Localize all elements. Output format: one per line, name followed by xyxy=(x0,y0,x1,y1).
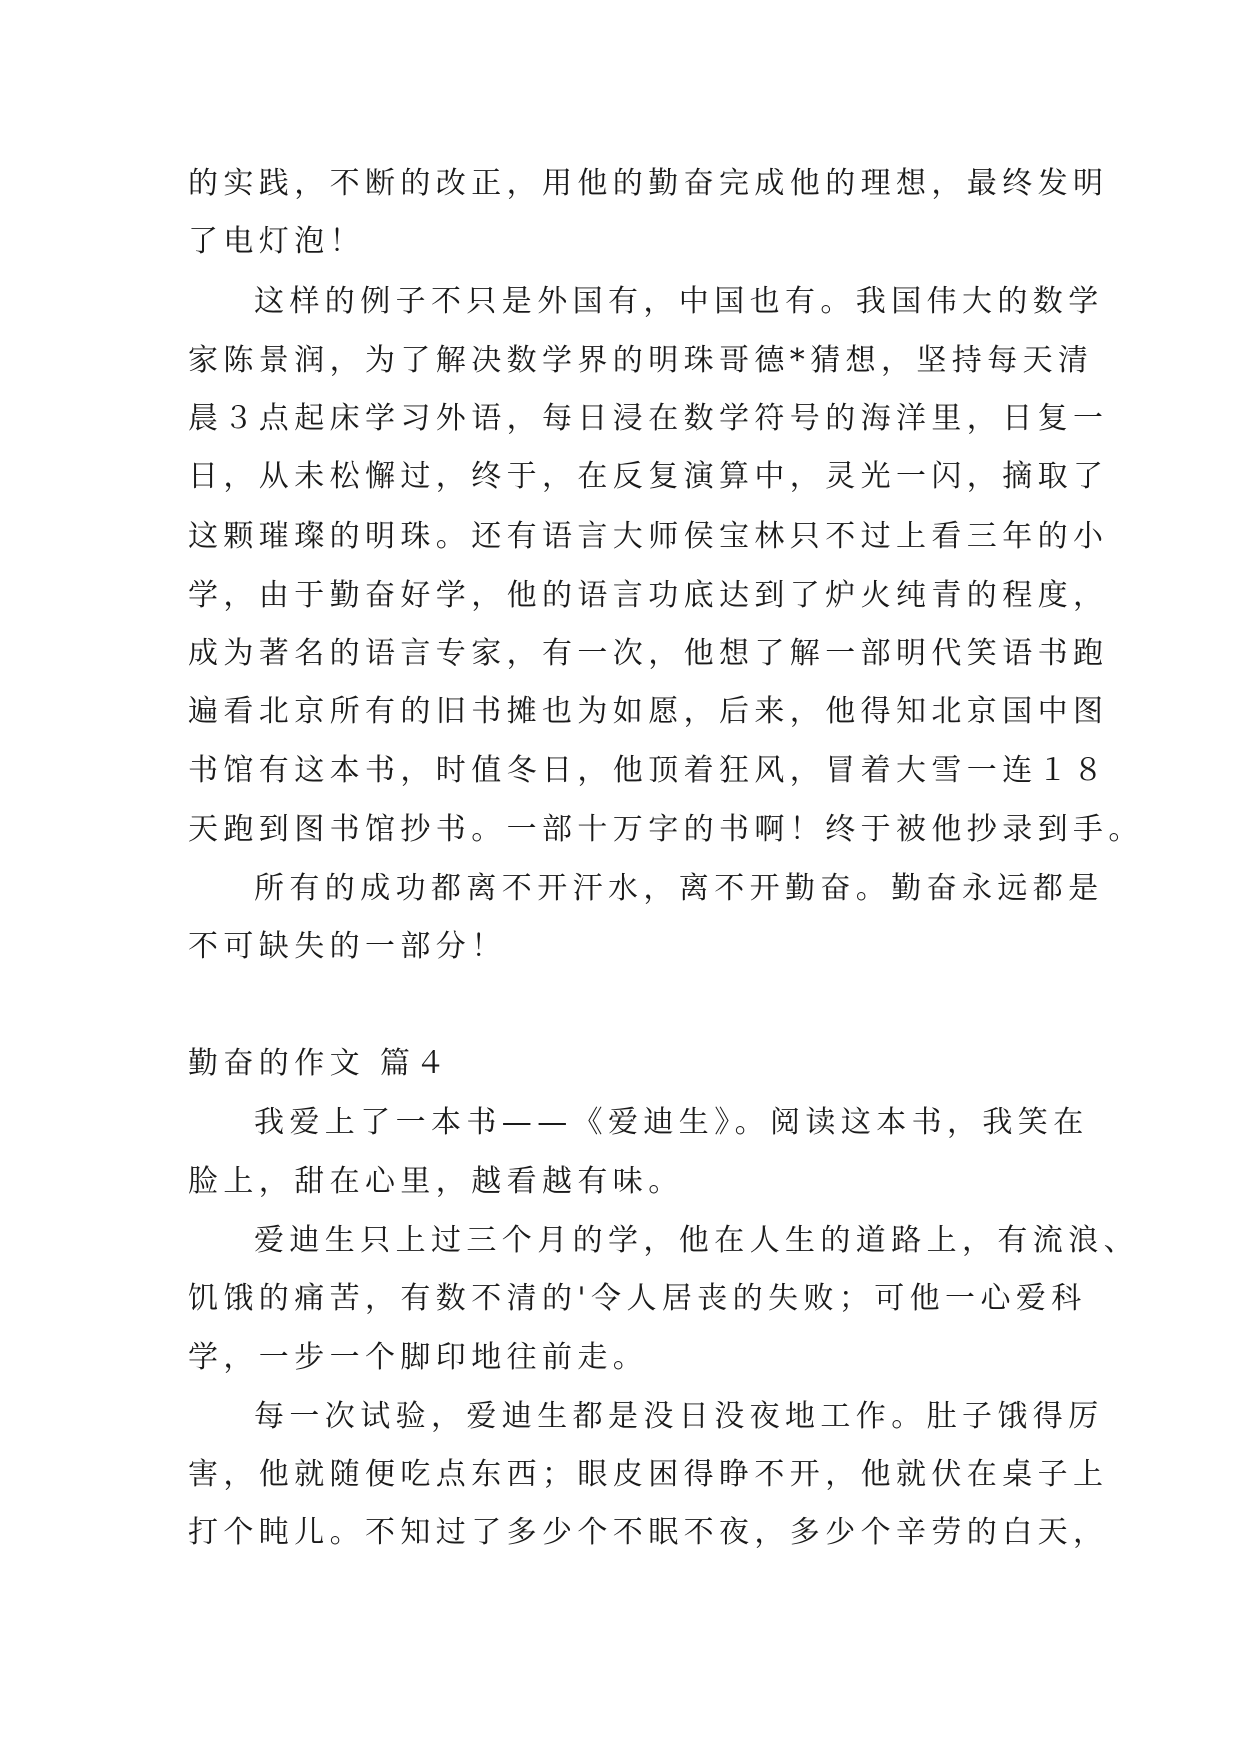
paragraph-line: 饥饿的痛苦，有数不清的'令人居丧的失败；可他一心爱科 xyxy=(188,1281,1087,1316)
paragraph-line: 书馆有这本书，时值冬日，他顶着狂风，冒着大雪一连１８ xyxy=(188,753,1109,788)
paragraph-line: 家陈景润，为了解决数学界的明珠哥德*猜想，坚持每天清 xyxy=(188,343,1094,378)
paragraph-line: 不可缺失的一部分！ xyxy=(188,929,507,964)
paragraph-line: 了电灯泡！ xyxy=(188,224,365,259)
paragraph-line: 学，由于勤奋好学，他的语言功底达到了炉火纯青的程度， xyxy=(188,578,1109,613)
paragraph-line: 害，他就随便吃点东西；眼皮困得睁不开，他就伏在桌子上 xyxy=(188,1457,1109,1492)
paragraph-line: 每一次试验，爱迪生都是没日没夜地工作。肚子饿得厉 xyxy=(254,1399,1104,1434)
paragraph-line: 打个盹儿。不知过了多少个不眠不夜，多少个辛劳的白天， xyxy=(188,1515,1109,1550)
paragraph-line: 我爱上了一本书——《爱迪生》。阅读这本书，我笑在 xyxy=(254,1105,1089,1140)
paragraph-line: 天跑到图书馆抄书。一部十万字的书啊！终于被他抄录到手。 xyxy=(188,812,1144,847)
paragraph-line: 晨３点起床学习外语，每日浸在数学符号的海洋里，日复一 xyxy=(188,401,1109,436)
paragraph-line: 学，一步一个脚印地往前走。 xyxy=(188,1340,649,1375)
paragraph-line: 这样的例子不只是外国有，中国也有。我国伟大的数学 xyxy=(254,284,1104,319)
paragraph-line: 爱迪生只上过三个月的学，他在人生的道路上，有流浪、 xyxy=(254,1223,1139,1258)
paragraph-line: 所有的成功都离不开汗水，离不开勤奋。勤奋永远都是 xyxy=(254,871,1104,906)
section-heading: 勤奋的作文 篇４ xyxy=(188,1046,451,1081)
paragraph-line: 脸上，甜在心里，越看越有味。 xyxy=(188,1164,684,1199)
paragraph-line: 的实践，不断的改正，用他的勤奋完成他的理想，最终发明 xyxy=(188,166,1109,201)
paragraph-line: 遍看北京所有的旧书摊也为如愿，后来，他得知北京国中图 xyxy=(188,694,1109,729)
paragraph-line: 成为著名的语言专家，有一次，他想了解一部明代笑语书跑 xyxy=(188,636,1109,671)
paragraph-line: 这颗璀璨的明珠。还有语言大师侯宝林只不过上看三年的小 xyxy=(188,519,1109,554)
paragraph-line: 日，从未松懈过，终于，在反复演算中，灵光一闪，摘取了 xyxy=(188,459,1109,494)
